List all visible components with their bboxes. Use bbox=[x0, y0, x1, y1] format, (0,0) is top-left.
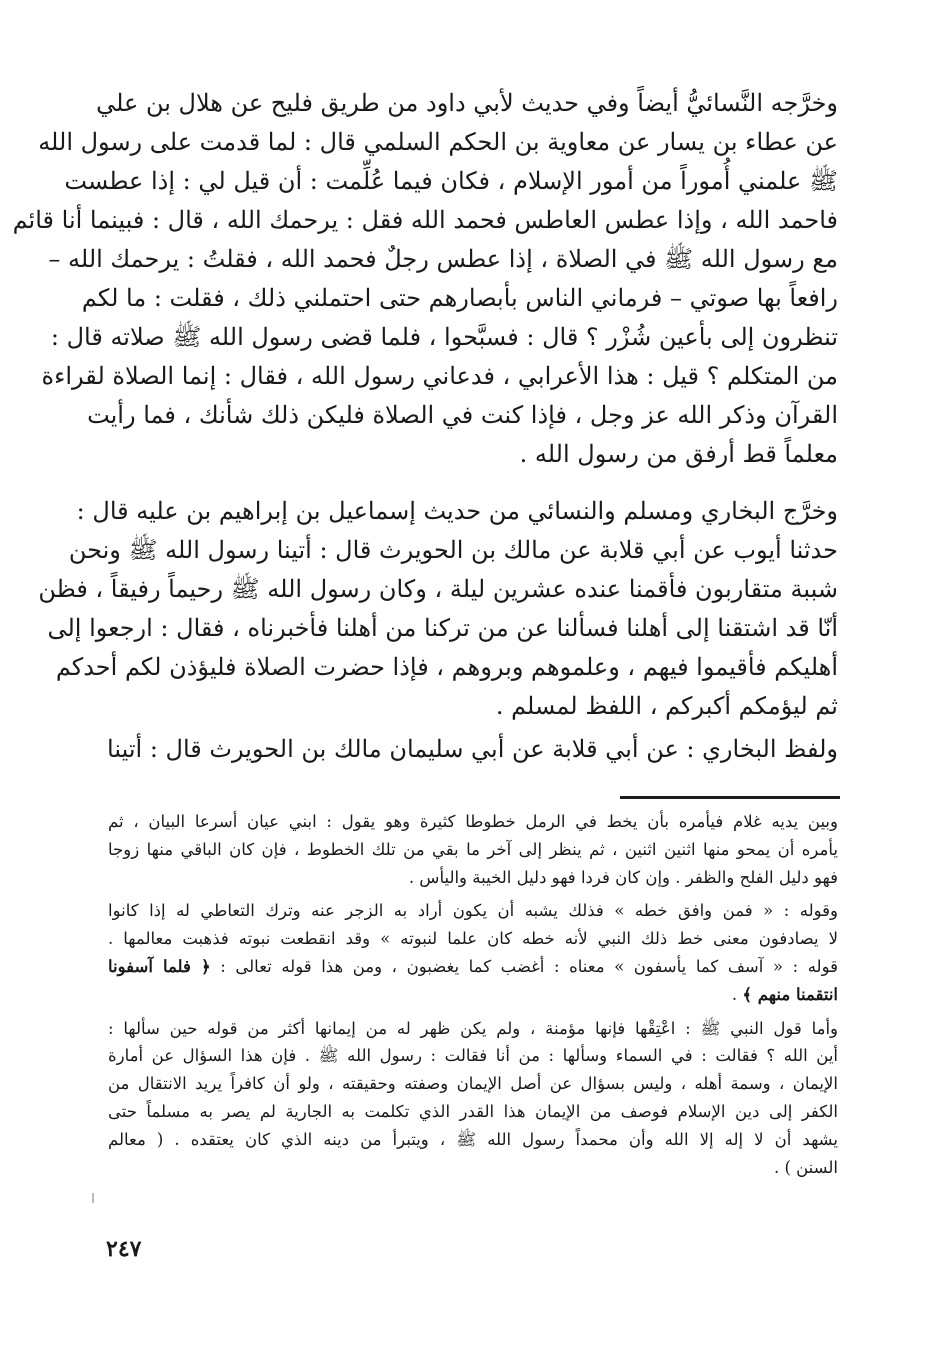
paragraph-2 bbox=[38, 492, 838, 726]
text-line: تنظرون إلى بأعين شُزْر ؟ قال : فسبَّحوا ، فلما قضى رسول الله ﷺ صلاته قال : bbox=[50, 323, 838, 351]
footnote-block-1 bbox=[108, 808, 838, 891]
text-line: حدثنا أيوب عن أبي قلابة عن مالك بن الحويرث قال : أتينا رسول الله ﷺ ونحن bbox=[68, 536, 838, 564]
footnote-line bbox=[108, 981, 838, 1009]
footnote-separator bbox=[620, 796, 840, 799]
quran-quote: ﴿ فلما آسفونا bbox=[108, 956, 211, 976]
footnote-line: الإيمان ، وسمة أهله ، وليس بسؤال عن أصل الإيمان وصفته وحقيقته ، ولو أن كافراً يريد الانتقال من bbox=[108, 1074, 838, 1094]
margin-mark bbox=[92, 1193, 94, 1203]
paragraph-3 bbox=[108, 730, 838, 769]
footnote-line: يشهد أن لا إله إلا الله وأن محمداً رسول الله ﷺ ، ويتبرأ من دينه الذي كان يعتقده . ( معالم bbox=[108, 1129, 838, 1149]
footnote-line: الكفر إلى دين الإسلام فوصف من الإيمان هذا القدر الذي تكلمت به الجارية لم يصر به مسلماً حتى bbox=[108, 1101, 838, 1121]
text-line: ثم ليؤمكم أكبركم ، اللفظ لمسلم . bbox=[495, 692, 838, 720]
footnote-line: وقوله : « فمن وافق خطه » فذلك يشبه أن يكون أراد به الزجر عنه وترك التعاطي له إذا كانوا bbox=[108, 901, 838, 921]
text-line: مع رسول الله ﷺ في الصلاة ، إذا عطس رجلٌ فحمد الله ، فقلتُ : يرحمك الله – bbox=[48, 245, 838, 273]
footnote-line: وبين يديه غلام فيأمره بأن يخط في الرمل خطوطا كثيرة وهو يقول : ابني عيان أسرعا البيان ، ثم bbox=[108, 812, 838, 831]
text-line: فاحمد الله ، وإذا عطس العاطس فحمد الله فقل : يرحمك الله ، قال : فبينما أنا قائم bbox=[12, 206, 838, 234]
footnote-block-3 bbox=[108, 953, 838, 1009]
footnote-line: وأما قول النبي ﷺ : اعْتِقْها فإنها مؤمنة ، ولم يكن ظهر له من إيمانها أكثر من قوله حين سألها : bbox=[108, 1018, 838, 1038]
footnote-text: قوله : « آسف كما يأسفون » معناه : أغضب كما يغضبون ، ومن هذا قوله تعالى : bbox=[220, 956, 838, 976]
footnote-line bbox=[108, 953, 838, 981]
text-line: ﷺ علمني أُموراً من أمور الإسلام ، فكان فيما عُلِّمت : أن قيل لي : إذا عطست bbox=[64, 167, 838, 195]
text-line: وخرَّج البخاري ومسلم والنسائي من حديث إسماعيل بن إبراهيم بن عليه قال : bbox=[76, 497, 838, 525]
text-line: وخرَّجه النَّسائيُّ أيضاً وفي حديث لأبي داود من طريق فليح عن هلال بن علي bbox=[96, 89, 838, 117]
footnote-line: السنن ) . bbox=[773, 1157, 838, 1177]
main-text-body bbox=[12, 84, 838, 769]
footnote-block-2 bbox=[108, 897, 838, 953]
footnote-block-4 bbox=[108, 1015, 838, 1182]
text-line: من المتكلم ؟ قيل : هذا الأعرابي ، فدعاني رسول الله ، فقال : إنما الصلاة لقراءة bbox=[41, 362, 838, 390]
text-line: أنّا قد اشتقنا إلى أهلنا فسألنا عن من تركنا من أهلنا فأخبرناه ، فقال : ارجعوا إلى bbox=[47, 614, 838, 642]
text-line: أهليكم فأقيموا فيهم ، وعلموهم وبروهم ، فإذا حضرت الصلاة فليؤذن لكم أحدكم bbox=[55, 653, 838, 681]
footnote-line: لا يصادفون معنى خط ذلك النبي لأنه خطه كان علما لنبوته » وقد انقطعت نبوته فذهبت معالمها . bbox=[108, 929, 838, 949]
text-line: القرآن وذكر الله عز وجل ، فإذا كنت في الصلاة فليكن ذلك شأنك ، فما رأيت bbox=[87, 401, 838, 429]
page-number: ٢٤٧ bbox=[106, 1236, 142, 1262]
text-line: عن عطاء بن يسار عن معاوية بن الحكم السلمي قال : لما قدمت على رسول الله bbox=[38, 128, 838, 156]
footnote-line: يأمره أن يمحو منها اثنين اثنين ، ثم ينظر إلى آخر ما بقي من تلك الخطوط ، فإن كان الباقي منها زوجا bbox=[108, 839, 838, 859]
text-line: رافعاً بها صوتي – فرماني الناس بأبصارهم حتى احتملني ذلك ، فقلت : ما لكم bbox=[81, 284, 838, 312]
quran-quote: انتقمنا منهم ﴾ bbox=[742, 984, 838, 1004]
text-line: ولفظ البخاري : عن أبي قلابة عن أبي سليمان مالك بن الحويرث قال : أتينا bbox=[107, 735, 838, 763]
paragraph-1 bbox=[12, 84, 838, 474]
footnote-line: فهو دليل الفلح والظفر . وإن كان فردا فهو دليل الخيبة واليأس . bbox=[408, 867, 838, 887]
text-line: معلماً قط أرفق من رسول الله . bbox=[519, 440, 838, 468]
footnote-text: . bbox=[731, 984, 743, 1004]
footnote-line: أين الله ؟ فقالت : في السماء وسألها : من أنا فقالت : رسول الله ﷺ . فإن هذا السؤال عن أمارة bbox=[108, 1046, 838, 1066]
footnotes bbox=[108, 808, 838, 1181]
text-line: شببة متقاربون فأقمنا عنده عشرين ليلة ، وكان رسول الله ﷺ رحيماً رفيقاً ، فظن bbox=[38, 575, 838, 603]
